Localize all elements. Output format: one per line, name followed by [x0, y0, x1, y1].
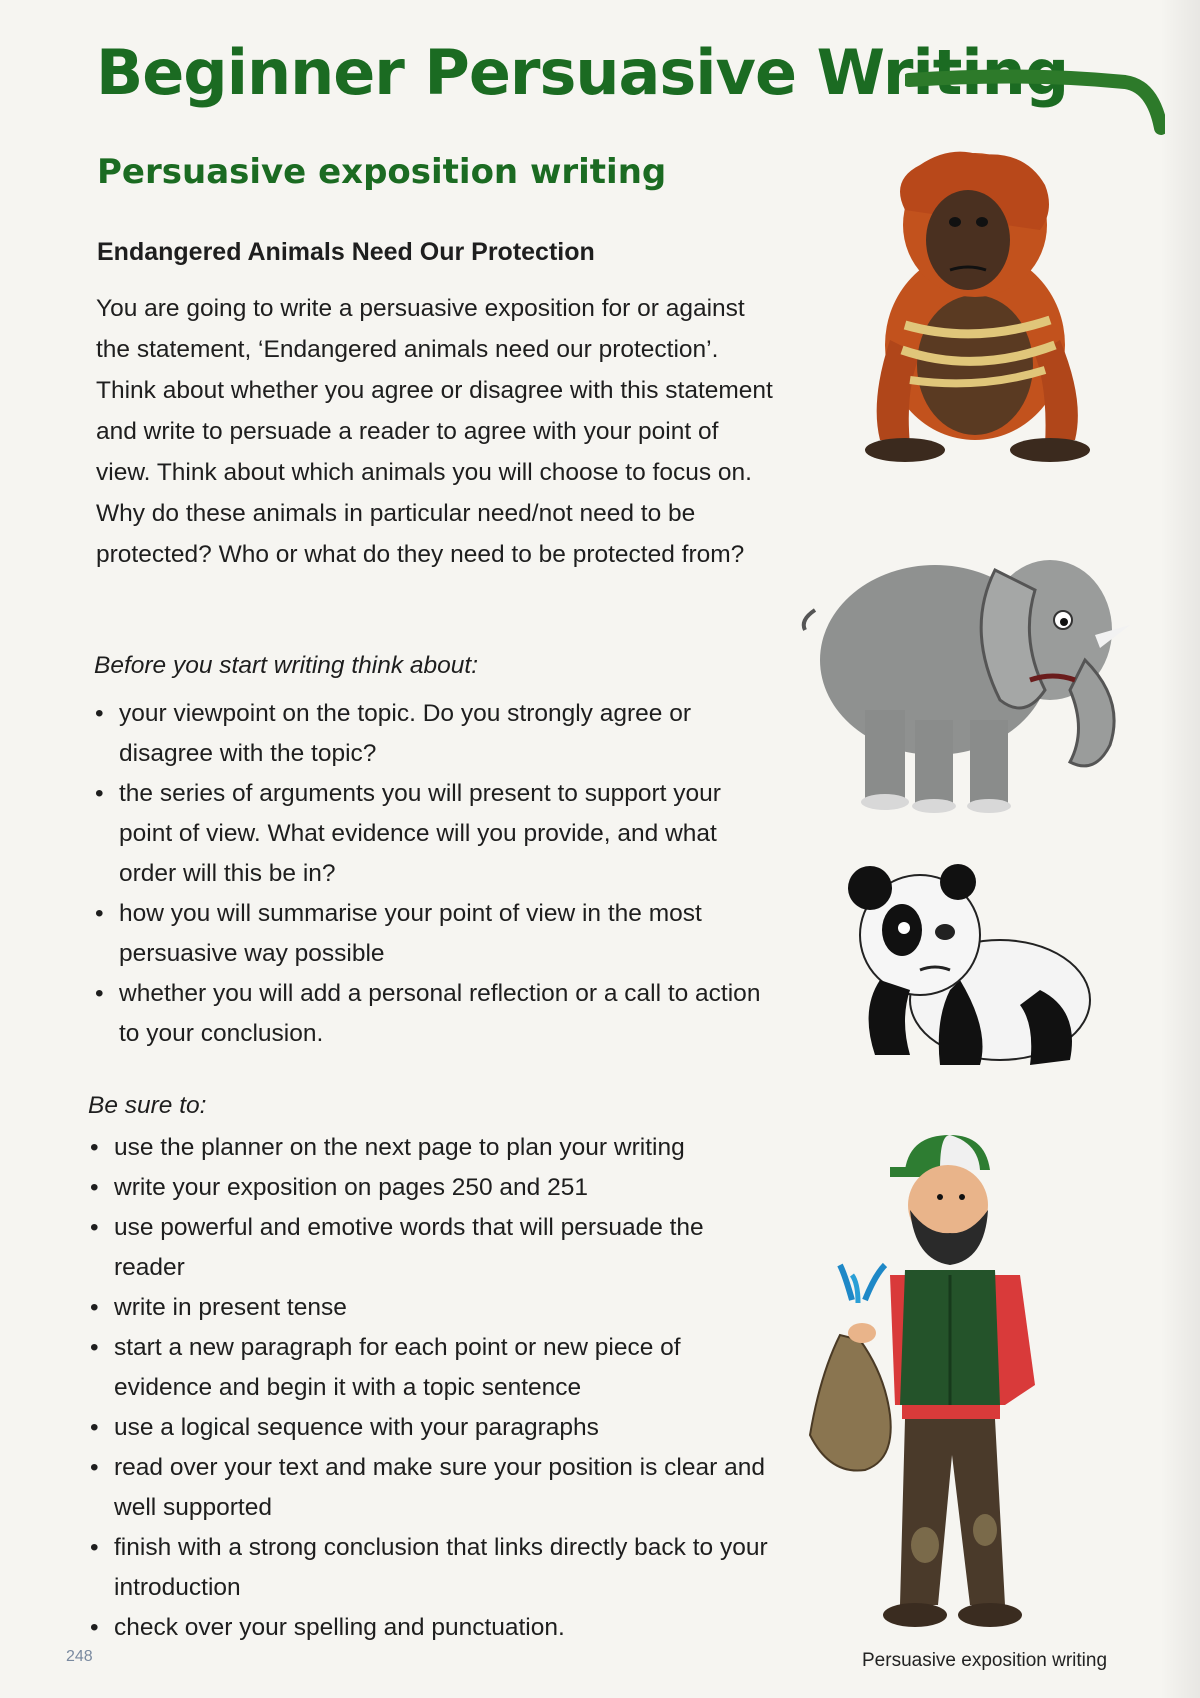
page-number: 248	[66, 1648, 93, 1665]
green-swoosh-decoration	[905, 68, 1165, 136]
page-title: Beginner Persuasive Writing	[96, 36, 1069, 109]
list-item: • read over your text and make sure your position is clear and well supported	[90, 1448, 780, 1528]
list-item: • whether you will add a personal reflection or a call to action to your conclusion.	[95, 974, 775, 1054]
list-item: • use powerful and emotive words that will persuade the reader	[90, 1208, 780, 1288]
orangutan-icon	[850, 140, 1100, 470]
intro-paragraph: You are going to write a persuasive exposition for or against the statement, ‘Endangered animals need our protection’. Think about whether you agree or disagree with this statement and write to persuade a reader to agree with your point of view. Think about which animals you will choose to focus on. Why do these animals in particular need/not need to be protected? Who or what do they need to be protected from?	[96, 295, 773, 568]
list-item: • write in present tense	[90, 1288, 780, 1328]
list-item: • start a new paragraph for each point or new piece of evidence and begin it with a topic sentence	[90, 1328, 780, 1408]
page-subtitle: Persuasive exposition writing	[97, 152, 667, 192]
ranger-icon	[790, 1125, 1080, 1635]
topic-heading: Endangered Animals Need Our Protection	[97, 238, 595, 266]
before-list	[95, 694, 775, 1054]
be-sure-label: Be sure to:	[88, 1092, 207, 1119]
before-label: Before you start writing think about:	[94, 652, 479, 679]
list-item: • use a logical sequence with your paragraphs	[90, 1408, 780, 1448]
list-item: • write your exposition on pages 250 and 251	[90, 1168, 780, 1208]
list-item: • finish with a strong conclusion that links directly back to your introduction	[90, 1528, 780, 1608]
list-item: • use the planner on the next page to plan your writing	[90, 1128, 780, 1168]
list-item: • check over your spelling and punctuation.	[90, 1608, 780, 1648]
list-item: • how you will summarise your point of view in the most persuasive way possible	[95, 894, 775, 974]
list-item: • your viewpoint on the topic. Do you strongly agree or disagree with the topic?	[95, 694, 775, 774]
footer-label: Persuasive exposition writing	[862, 1650, 1108, 1671]
panda-icon	[840, 860, 1100, 1070]
be-sure-list	[90, 1128, 780, 1648]
page-edge-shadow	[1160, 0, 1200, 1698]
elephant-icon	[795, 530, 1140, 820]
list-item: • the series of arguments you will present to support your point of view. What evidence will you provide, and what order will this be in?	[95, 774, 775, 894]
